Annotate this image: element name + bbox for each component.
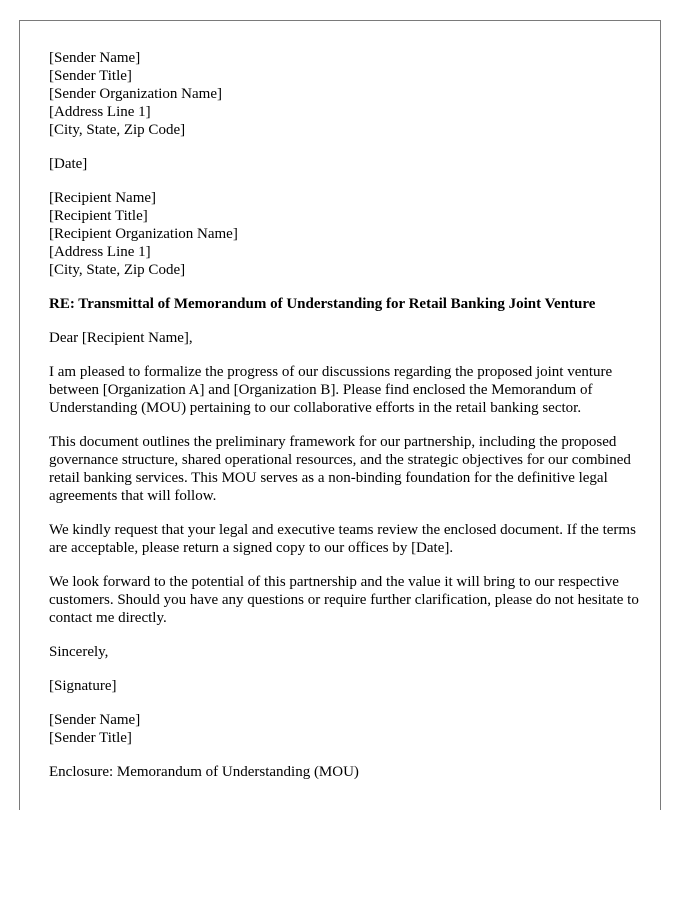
sender-organization: [Sender Organization Name] xyxy=(49,86,222,102)
signoff-title: [Sender Title] xyxy=(49,730,132,746)
signoff-name: [Sender Name] xyxy=(49,712,141,728)
recipient-city-state-zip: [City, State, Zip Code] xyxy=(49,262,186,278)
recipient-organization: [Recipient Organization Name] xyxy=(49,226,238,242)
body-paragraph-3: We kindly request that your legal and executive teams review the enclosed document. If the terms are acceptable, please return a signed copy to our offices by [Date]. xyxy=(49,522,636,556)
recipient-title: [Recipient Title] xyxy=(49,208,148,224)
sender-title: [Sender Title] xyxy=(49,68,132,84)
date-text: [Date] xyxy=(49,156,88,172)
body-paragraph-4: We look forward to the potential of this partnership and the value it will bring to our respective customers. Should you have any questions or require further clarification, please do not hesitate to contact me directly. xyxy=(49,574,639,626)
recipient-address-line1: [Address Line 1] xyxy=(49,244,151,260)
letter-page xyxy=(19,20,661,810)
closing: Sincerely, xyxy=(49,644,109,660)
letter-date xyxy=(49,155,639,173)
signature-placeholder: [Signature] xyxy=(49,678,117,694)
letter-content xyxy=(49,49,639,797)
sender-address-block xyxy=(49,49,639,139)
body-paragraph-2: This document outlines the preliminary framework for our partnership, including the proposed governance structure, shared operational resources, and the strategic objectives for our combined retail banking services. This MOU serves as a non-binding foundation for the definitive legal agreements that will follow. xyxy=(49,434,631,504)
sender-city-state-zip: [City, State, Zip Code] xyxy=(49,122,186,138)
recipient-name: [Recipient Name] xyxy=(49,190,157,206)
subject-line: RE: Transmittal of Memorandum of Understanding for Retail Banking Joint Venture xyxy=(49,296,596,312)
body-paragraph-1: I am pleased to formalize the progress of our discussions regarding the proposed joint venture between [Organization A] and [Organization B]. Please find enclosed the Memorandum of Understanding (MOU) pertaining to our collaborative efforts in the retail banking sector. xyxy=(49,364,613,416)
salutation: Dear [Recipient Name], xyxy=(49,330,193,346)
recipient-address-block xyxy=(49,189,639,279)
signoff-block xyxy=(49,711,639,747)
sender-name: [Sender Name] xyxy=(49,50,141,66)
sender-address-line1: [Address Line 1] xyxy=(49,104,151,120)
enclosure-note: Enclosure: Memorandum of Understanding (MOU) xyxy=(49,764,359,780)
